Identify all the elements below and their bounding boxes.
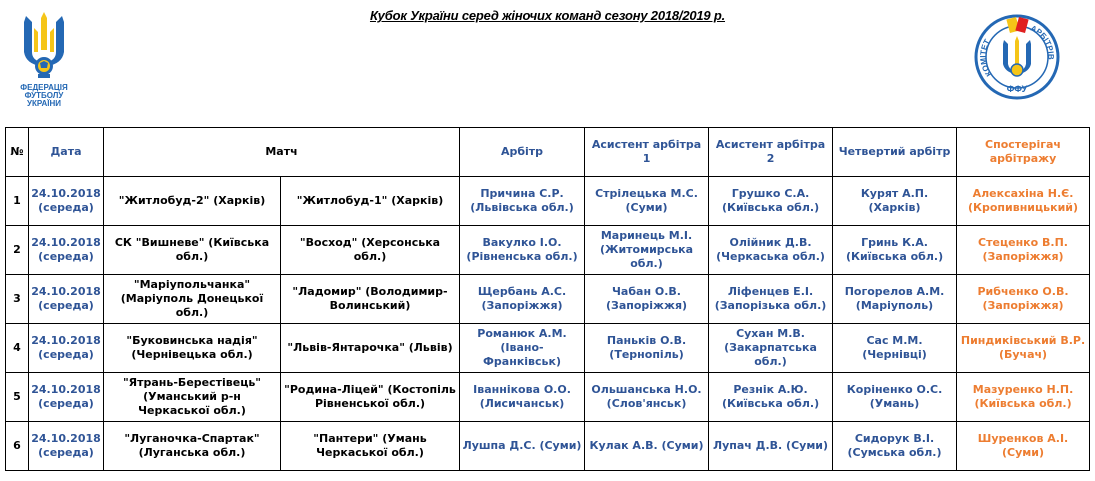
header-referee: Арбітр [460,128,585,177]
row-observer-text: Мазуренко Н.П. (Київська обл.) [972,383,1074,410]
row-referee-text: Вакулко І.О. (Рівненська обл.) [466,236,578,263]
logo-text-left: КОМІТЕТ [978,37,994,79]
row-referee [460,373,585,422]
row-home-team-text: "Буковинська надія" (Чернівецька обл.) [126,334,258,361]
header-assistant-1: Асистент арбітра 1 [585,128,709,177]
row-away-team [281,422,460,471]
row-observer-text: Стеценко В.П. (Запоріжжя) [978,236,1068,263]
table-row [6,373,1090,422]
row-date [29,275,104,324]
row-observer [957,226,1090,275]
row-assistant-2-text: Лупач Д.В. (Суми) [712,439,829,452]
row-num-text: 1 [13,194,21,207]
row-away-team [281,177,460,226]
row-observer [957,177,1090,226]
row-referee-text: Романюк А.М. (Івано-Франківськ) [477,327,567,368]
header-observer: Спостерігач арбітражу [957,128,1090,177]
row-num-text: 4 [13,341,21,354]
row-num-text: 5 [13,390,21,403]
logo-caption-line-3: УКРАЇНИ [26,99,61,108]
row-home-team [104,422,281,471]
row-referee-text: Лушпа Д.С. (Суми) [462,439,582,452]
header-date: Дата [29,128,104,177]
row-fourth-official-text: Коріненко О.С. (Умань) [846,383,943,410]
row-assistant-1 [585,226,709,275]
row-home-team-text: "Ятрань-Берестівець" (Уманський р-н Черкаської обл.) [122,376,262,417]
row-home-team-text: "Житлобуд-2" (Харків) [118,194,266,207]
row-assistant-2 [709,177,833,226]
row-assistant-1-text: Ольшанська Н.О. (Слов'янськ) [591,383,702,410]
row-referee [460,324,585,373]
row-date-text: 24.10.2018 [31,383,101,396]
row-num [6,177,29,226]
row-assistant-1-text: Кулак А.В. (Суми) [589,439,704,452]
row-date [29,422,104,471]
row-date-text: 24.10.2018 [31,334,101,347]
row-weekday: (середа) [38,299,94,312]
table-row [6,275,1090,324]
row-observer-text: Шуренков А.І. (Суми) [977,432,1069,459]
row-away-team-text: "Пантери" (Умань Черкаської обл.) [313,432,427,459]
row-assistant-2 [709,422,833,471]
row-weekday: (середа) [38,201,94,214]
row-num [6,324,29,373]
referee-committee-logo [974,14,1060,100]
row-assistant-1 [585,422,709,471]
logo-text-right: АРБІТРІВ [1029,23,1056,60]
row-home-team [104,324,281,373]
row-assistant-2 [709,324,833,373]
referee-assignments-table [5,127,1090,471]
row-fourth-official [833,275,957,324]
row-fourth-official-text: Сидорук В.І. (Сумська обл.) [847,432,942,459]
row-referee-text: Щербань А.С. (Запоріжжя) [477,285,567,312]
row-date [29,226,104,275]
row-fourth-official [833,226,957,275]
row-num-text: 6 [13,439,21,452]
row-assistant-1-text: Маринець М.І. (Житомирська обл.) [599,229,694,270]
row-assistant-1-text: Паньків О.В. (Тернопіль) [606,334,687,361]
row-assistant-2 [709,275,833,324]
logo-caption-line-1: ФЕДЕРАЦІЯ [20,83,68,92]
row-date [29,177,104,226]
table-row [6,324,1090,373]
row-fourth-official-text: Курят А.П. (Харків) [860,187,929,214]
row-date-text: 24.10.2018 [31,236,101,249]
row-num [6,226,29,275]
row-assistant-1 [585,275,709,324]
page-title: Кубок України серед жіночих команд сезону 2018/2019 р. [369,8,726,23]
logo-caption-line-2: ФУТБОЛУ [24,91,64,100]
row-assistant-1-text: Чабан О.В. (Запоріжжя) [605,285,688,312]
row-num-text: 3 [13,292,21,305]
row-fourth-official-text: Гринь К.А. (Київська обл.) [845,236,944,263]
row-assistant-1 [585,324,709,373]
header-assistant-2: Асистент арбітра 2 [709,128,833,177]
row-assistant-2 [709,373,833,422]
table-header-row [6,128,1090,177]
table-row [6,422,1090,471]
trident-icon [1015,36,1019,64]
row-observer [957,422,1090,471]
row-home-team [104,226,281,275]
row-home-team-text: "Маріупольчанка" (Маріуполь Донецької обл.) [120,278,264,319]
row-referee [460,422,585,471]
row-away-team-text: "Восход" (Херсонська обл.) [299,236,441,263]
row-assistant-2-text: Сухан М.В. (Закарпатська обл.) [724,327,817,368]
row-away-team [281,275,460,324]
row-observer [957,324,1090,373]
row-assistant-1 [585,177,709,226]
header-fourth-official: Четвертий арбітр [833,128,957,177]
row-referee-text: Причина С.Р. (Львівська обл.) [470,187,574,214]
table-row [6,177,1090,226]
logo-text-bottom: ФФУ [1006,84,1028,94]
row-observer [957,275,1090,324]
row-observer-text: Пиндиківський В.Р. (Бучач) [960,334,1086,361]
row-weekday: (середа) [38,250,94,263]
row-assistant-2-text: Ліфенцев Е.І. (Запорізька обл.) [714,285,827,312]
table-row [6,226,1090,275]
row-observer-text: Рибченко О.В. (Запоріжжя) [977,285,1069,312]
row-num [6,373,29,422]
row-home-team [104,373,281,422]
row-assistant-2-text: Резнік А.Ю. (Київська обл.) [721,383,820,410]
row-date-text: 24.10.2018 [31,187,101,200]
row-date [29,373,104,422]
row-assistant-1-text: Стрілецька М.С. (Суми) [595,187,698,214]
row-weekday: (середа) [38,397,94,410]
row-away-team [281,226,460,275]
row-fourth-official-text: Сас М.М. (Чернівці) [862,334,927,361]
row-date-text: 24.10.2018 [31,432,101,445]
row-home-team-text: СК "Вишневе" (Київська обл.) [114,236,270,263]
row-num [6,275,29,324]
row-num [6,422,29,471]
row-referee [460,275,585,324]
row-fourth-official [833,422,957,471]
row-fourth-official [833,373,957,422]
row-observer [957,373,1090,422]
row-observer-text: Алексахіна Н.Є. (Кропивницький) [967,187,1079,214]
row-date-text: 24.10.2018 [31,285,101,298]
row-assistant-2-text: Олійник Д.В. (Черкаська обл.) [716,236,825,263]
row-away-team-text: "Львів-Янтарочка" (Львів) [287,341,453,354]
ffu-logo [14,8,74,112]
row-away-team-text: "Житлобуд-1" (Харків) [296,194,444,207]
row-referee [460,177,585,226]
row-weekday: (середа) [38,446,94,459]
row-referee-text: Іваннікова О.О. (Лисичанськ) [473,383,571,410]
row-home-team-text: "Луганочка-Спартак" (Луганська обл.) [124,432,260,459]
row-weekday: (середа) [38,348,94,361]
row-referee [460,226,585,275]
row-home-team [104,275,281,324]
row-assistant-1 [585,373,709,422]
trident-icon [14,8,74,84]
row-assistant-2 [709,226,833,275]
row-num-text: 2 [13,243,21,256]
row-away-team-text: "Ладомир" (Володимир-Волинський) [292,285,448,312]
header-num: № [6,128,29,177]
header-match: Матч [104,128,460,177]
row-fourth-official [833,177,957,226]
row-fourth-official [833,324,957,373]
row-fourth-official-text: Погорелов А.М. (Маріуполь) [844,285,945,312]
row-date [29,324,104,373]
row-away-team [281,324,460,373]
row-assistant-2-text: Грушко С.А. (Київська обл.) [721,187,820,214]
row-away-team-text: "Родина-Ліцей" (Костопіль Рівненської обл.) [284,383,456,410]
row-away-team [281,373,460,422]
row-home-team [104,177,281,226]
